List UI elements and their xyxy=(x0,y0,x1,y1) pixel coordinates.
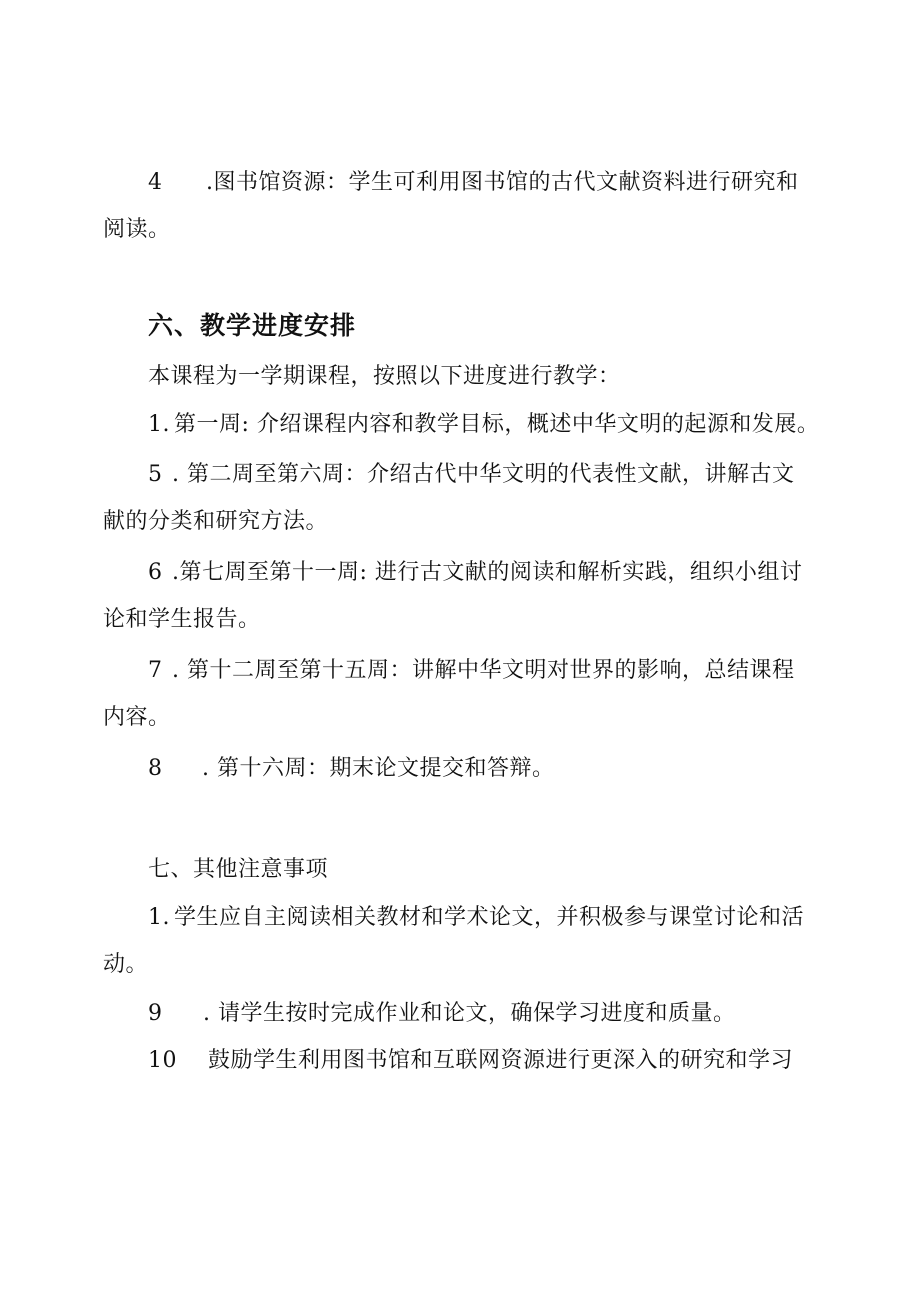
list-item-number: 6 xyxy=(148,560,163,585)
schedule-item-line1 xyxy=(148,558,802,588)
notes-item-line1 xyxy=(148,999,736,1029)
schedule-item-line2: 论和学生报告。 xyxy=(103,607,261,632)
list-item-text: 第一周: 介绍课程内容和教学目标，概述中华文明的起源和发展。 xyxy=(174,412,820,437)
schedule-item-line1 xyxy=(148,460,795,490)
list-item-number: 1. xyxy=(148,905,170,930)
list-item-text: . 第十六周：期末论文提交和答辩。 xyxy=(202,756,555,781)
section-heading-notes: 七、其他注意事项 xyxy=(148,857,329,882)
list-item-number: 10 xyxy=(148,1048,177,1073)
section-heading-schedule: 六、教学进度安排 xyxy=(148,311,357,340)
notes-item-line2: 动。 xyxy=(103,952,149,977)
schedule-item-line1 xyxy=(148,410,819,440)
list-item-text: .第七周至第十一周: 进行古文献的阅读和解析实践，组织小组讨 xyxy=(172,560,803,585)
notes-item-line1 xyxy=(148,903,804,933)
schedule-item-line2: 献的分类和研究方法。 xyxy=(103,509,329,534)
list-item-text: .图书馆资源：学生可利用图书馆的古代文献资料进行研究和 xyxy=(206,170,799,195)
section-intro: 本课程为一学期课程，按照以下进度进行教学： xyxy=(148,364,621,389)
list-item-number: 7 xyxy=(148,658,163,683)
list-item-number: 4 xyxy=(148,170,163,195)
list-item-text: 鼓励学生利用图书馆和互联网资源进行更深入的研究和学习 xyxy=(208,1048,794,1073)
list-item-text: 学生应自主阅读相关教材和学术论文，并积极参与课堂讨论和活 xyxy=(174,905,805,930)
list-item-number: 9 xyxy=(148,1001,163,1026)
schedule-item-line1 xyxy=(148,754,555,784)
schedule-item-line1 xyxy=(148,656,795,686)
schedule-item-line2: 内容。 xyxy=(103,705,171,730)
notes-item-line1 xyxy=(148,1046,793,1076)
list-item-text: . 第十二周至第十五周：讲解中华文明对世界的影响，总结课程 xyxy=(172,658,795,683)
list-item-4-line2: 阅读。 xyxy=(103,217,171,242)
list-item-number: 8 xyxy=(148,756,163,781)
list-item-text: . 请学生按时完成作业和论文，确保学习进度和质量。 xyxy=(203,1001,736,1026)
list-item-text: . 第二周至第六周：介绍古代中华文明的代表性文献，讲解古文 xyxy=(172,462,795,487)
list-item-number: 5 xyxy=(148,462,163,487)
list-item-4-line1 xyxy=(148,168,799,198)
list-item-number: 1. xyxy=(148,412,170,437)
